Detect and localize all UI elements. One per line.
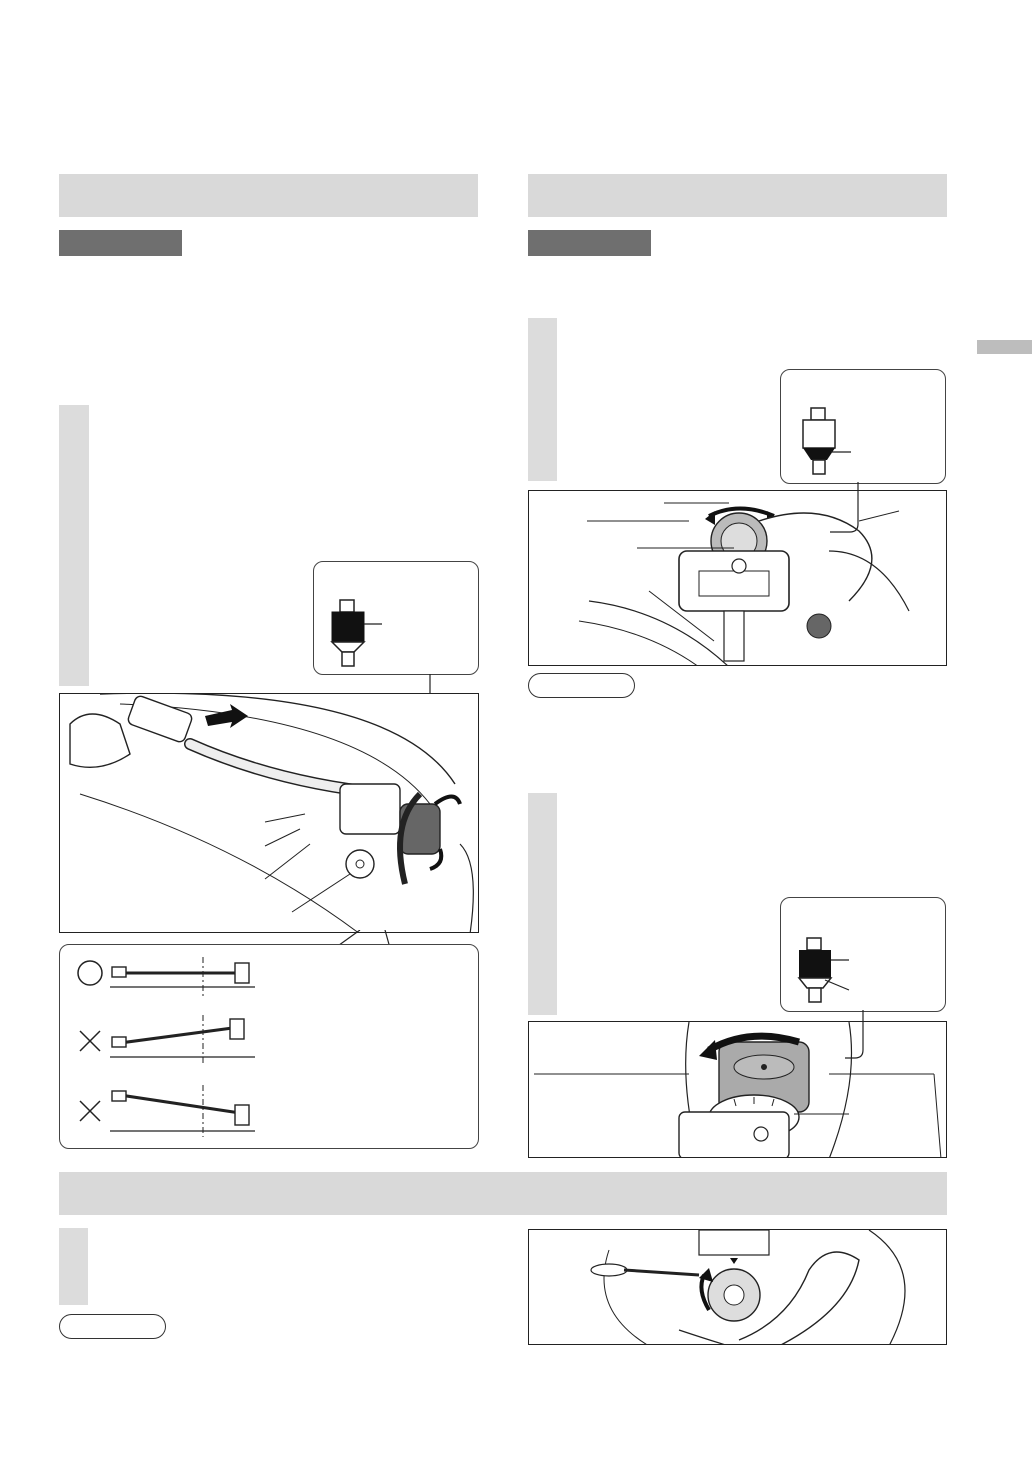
step-sidebar-bottom <box>59 1228 88 1305</box>
leader-line-right-2 <box>845 1010 875 1070</box>
leader-line-right-1 <box>830 482 870 542</box>
section-header-band-right <box>528 174 947 217</box>
stylus-pressure-drawing <box>529 491 947 666</box>
cartridge-callout-left <box>313 561 479 675</box>
edge-tab <box>977 340 1032 354</box>
cartridge-diagram-right-1 <box>781 370 947 485</box>
counterweight-drawing <box>529 1022 947 1158</box>
zero-balance-drawing <box>529 1230 947 1345</box>
section-header-band-left <box>59 174 478 217</box>
cartridge-callout-right-1 <box>780 369 946 484</box>
cartridge-diagram-left <box>314 562 480 676</box>
step-sidebar-left <box>59 405 89 686</box>
zero-balance-illustration <box>528 1229 947 1345</box>
tonearm-illustration <box>59 693 479 933</box>
section-header-band-bottom <box>59 1172 947 1215</box>
step-sidebar-right-1 <box>528 318 557 481</box>
tonearm-drawing <box>60 694 479 933</box>
circle-icon <box>78 961 102 985</box>
note-pill-right <box>528 673 635 698</box>
step-sidebar-right-2 <box>528 793 557 1015</box>
section-tag-left <box>59 230 182 256</box>
cartridge-diagram-right-2 <box>781 898 947 1013</box>
stylus-pressure-illustration <box>528 490 947 666</box>
balance-comparison-diagram <box>60 945 480 1150</box>
section-tag-right <box>528 230 651 256</box>
counterweight-illustration <box>528 1021 947 1158</box>
balance-comparison-callout <box>59 944 479 1149</box>
note-pill-bottom <box>59 1314 166 1339</box>
cartridge-callout-right-2 <box>780 897 946 1012</box>
